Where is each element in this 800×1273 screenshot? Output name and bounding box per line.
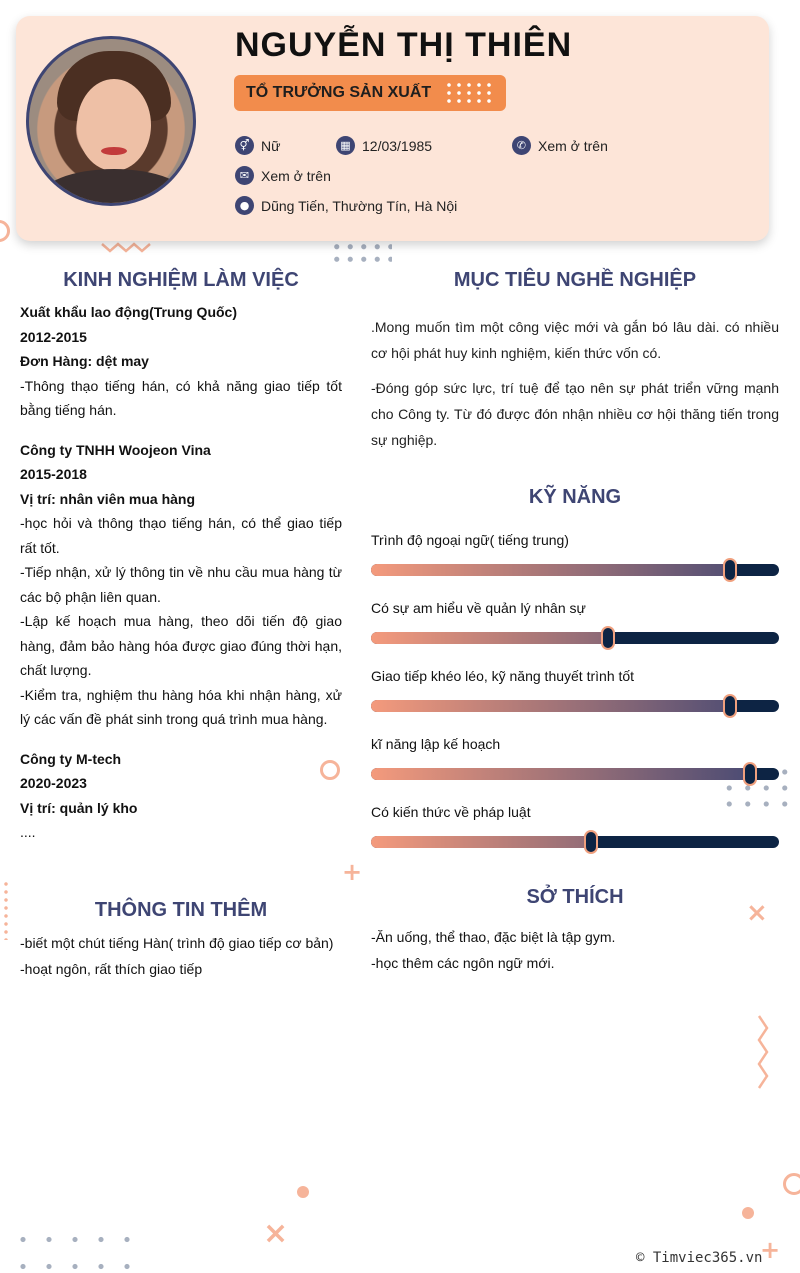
skill-bar-fill (371, 700, 730, 712)
plus-decoration: + (342, 858, 363, 886)
ring-decoration (742, 1207, 754, 1219)
job-title: TỔ TRƯỞNG SẢN XUẤT (246, 84, 432, 101)
gender-info (235, 136, 280, 155)
skill-bar (371, 768, 779, 780)
phone-icon: ✆ (512, 136, 531, 155)
address-info (235, 196, 457, 215)
skill-bar-fill (371, 768, 750, 780)
hobby-line: -học thêm các ngôn ngữ mới. (371, 955, 555, 971)
cross-decoration: × (263, 1216, 289, 1251)
skill-level-handle (584, 830, 598, 854)
location-icon: ● (235, 196, 254, 215)
skill-bar (371, 632, 779, 644)
zigzag-decoration (755, 1014, 771, 1092)
job-company: Công ty M-tech (20, 750, 122, 767)
goal-title: MỤC TIÊU NGHỀ NGHIỆP (453, 269, 697, 291)
job-detail: -học hỏi và thông thạo tiếng hán, có thể giao tiếp rất tốt. (20, 515, 342, 556)
ring-decoration (297, 1186, 309, 1198)
dots-decoration (10, 1226, 132, 1270)
skill-label: Giao tiếp khéo léo, kỹ năng thuyết trình tốt (371, 668, 635, 684)
job-detail: -Tiếp nhận, xử lý thông tin về nhu cầu mua hàng từ các bộ phận liên quan. (20, 564, 342, 605)
skill-level-handle (601, 626, 615, 650)
experience-section (20, 300, 342, 845)
footer-credit: © Timviec365.vn (636, 1250, 763, 1266)
job-company: Xuất khẩu lao động(Trung Quốc) (20, 304, 237, 320)
job-role: Vị trí: quản lý kho (20, 799, 138, 816)
skill-label: Có kiến thức về pháp luật (371, 804, 531, 820)
cross-decoration: × (746, 898, 768, 928)
experience-title: KINH NGHIỆM LÀM VIỆC (63, 269, 299, 291)
skill-bar-fill (371, 836, 591, 848)
skill-level-handle (723, 694, 737, 718)
skill-bar (371, 564, 779, 576)
hobbies-title: SỞ THÍCH (526, 886, 624, 908)
skill-label: Trình độ ngoại ngữ( tiếng trung) (371, 532, 569, 548)
job-role: Vị trí: nhân viên mua hàng (20, 490, 196, 507)
avatar (26, 36, 196, 206)
skill-label: Có sự am hiểu về quản lý nhân sự (371, 600, 586, 616)
birthdate-info (336, 136, 432, 155)
job-period: 2015-2018 (20, 466, 87, 482)
skill-label: kĩ năng lập kế hoạch (371, 736, 501, 752)
extra-info-line: -hoạt ngôn, rất thích giao tiếp (20, 961, 203, 977)
zigzag-decoration (100, 240, 154, 254)
job-period: 2012-2015 (20, 328, 87, 345)
job-detail: -Thông thạo tiếng hán, có khả năng giao tiếp tốt bằng tiếng hán. (20, 377, 342, 418)
job-detail: -Kiểm tra, nghiệm thu hàng hóa khi nhận hàng, xử lý các vấn đề phát sinh trong quá trình mua hàng. (20, 686, 342, 727)
hobbies-section (371, 924, 779, 976)
dots-decoration (2, 880, 12, 940)
job-detail: .... (20, 824, 36, 840)
email-value: Xem ở trên (261, 167, 331, 184)
extra-info-title: THÔNG TIN THÊM (94, 899, 268, 921)
skill-bar (371, 700, 779, 712)
extra-info-line: -biết một chút tiếng Hàn( trình độ giao tiếp cơ bản) (20, 935, 334, 951)
mail-icon: ✉ (235, 166, 254, 185)
ring-decoration (783, 1173, 800, 1195)
extra-info-section (20, 930, 350, 982)
gender-value: Nữ (261, 137, 281, 154)
hobby-line: -Ăn uống, thể thao, đặc biệt là tập gym. (371, 929, 616, 945)
goal-paragraph: .Mong muốn tìm một công việc mới và gắn bó lâu dài. có nhiều cơ hội phát huy kinh nghiệm, kiến thức vốn có. (371, 319, 779, 361)
job-company: Công ty TNHH Woojeon Vina (20, 441, 211, 458)
goal-paragraph: -Đóng góp sức lực, trí tuệ để tạo nên sự phát triển vững mạnh cho Công ty. Từ đó được đón nhận nhiều cơ hội thăng tiến trong sự nghiệp. (371, 380, 779, 448)
skill-level-handle (743, 762, 757, 786)
skills-title: KỸ NĂNG (528, 486, 622, 508)
gender-icon: ⚥ (235, 136, 254, 155)
skill-level-handle (723, 558, 737, 582)
address-value: Dũng Tiến, Thường Tín, Hà Nội (261, 197, 458, 214)
skill-bar-fill (371, 632, 608, 644)
job-detail: -Lập kế hoạch mua hàng, theo dõi tiến độ giao hàng, đảm bảo hàng hóa được giao đúng thời hạn, chất lượng. (20, 613, 342, 678)
job-period: 2020-2023 (20, 775, 87, 791)
ring-decoration (0, 220, 10, 242)
dots-decoration (444, 81, 496, 105)
calendar-icon: ▦ (336, 136, 355, 155)
full-name: NGUYỄN THỊ THIÊN (235, 26, 573, 64)
email-info (235, 166, 331, 185)
plus-decoration: + (760, 1236, 781, 1264)
skill-bar (371, 836, 779, 848)
phone-info (512, 136, 608, 155)
phone-value: Xem ở trên (538, 137, 608, 154)
job-role: Đơn Hàng: dệt may (20, 353, 149, 369)
skill-bar-fill (371, 564, 730, 576)
birthdate-value: 12/03/1985 (362, 137, 433, 154)
job-title-badge (234, 75, 506, 111)
